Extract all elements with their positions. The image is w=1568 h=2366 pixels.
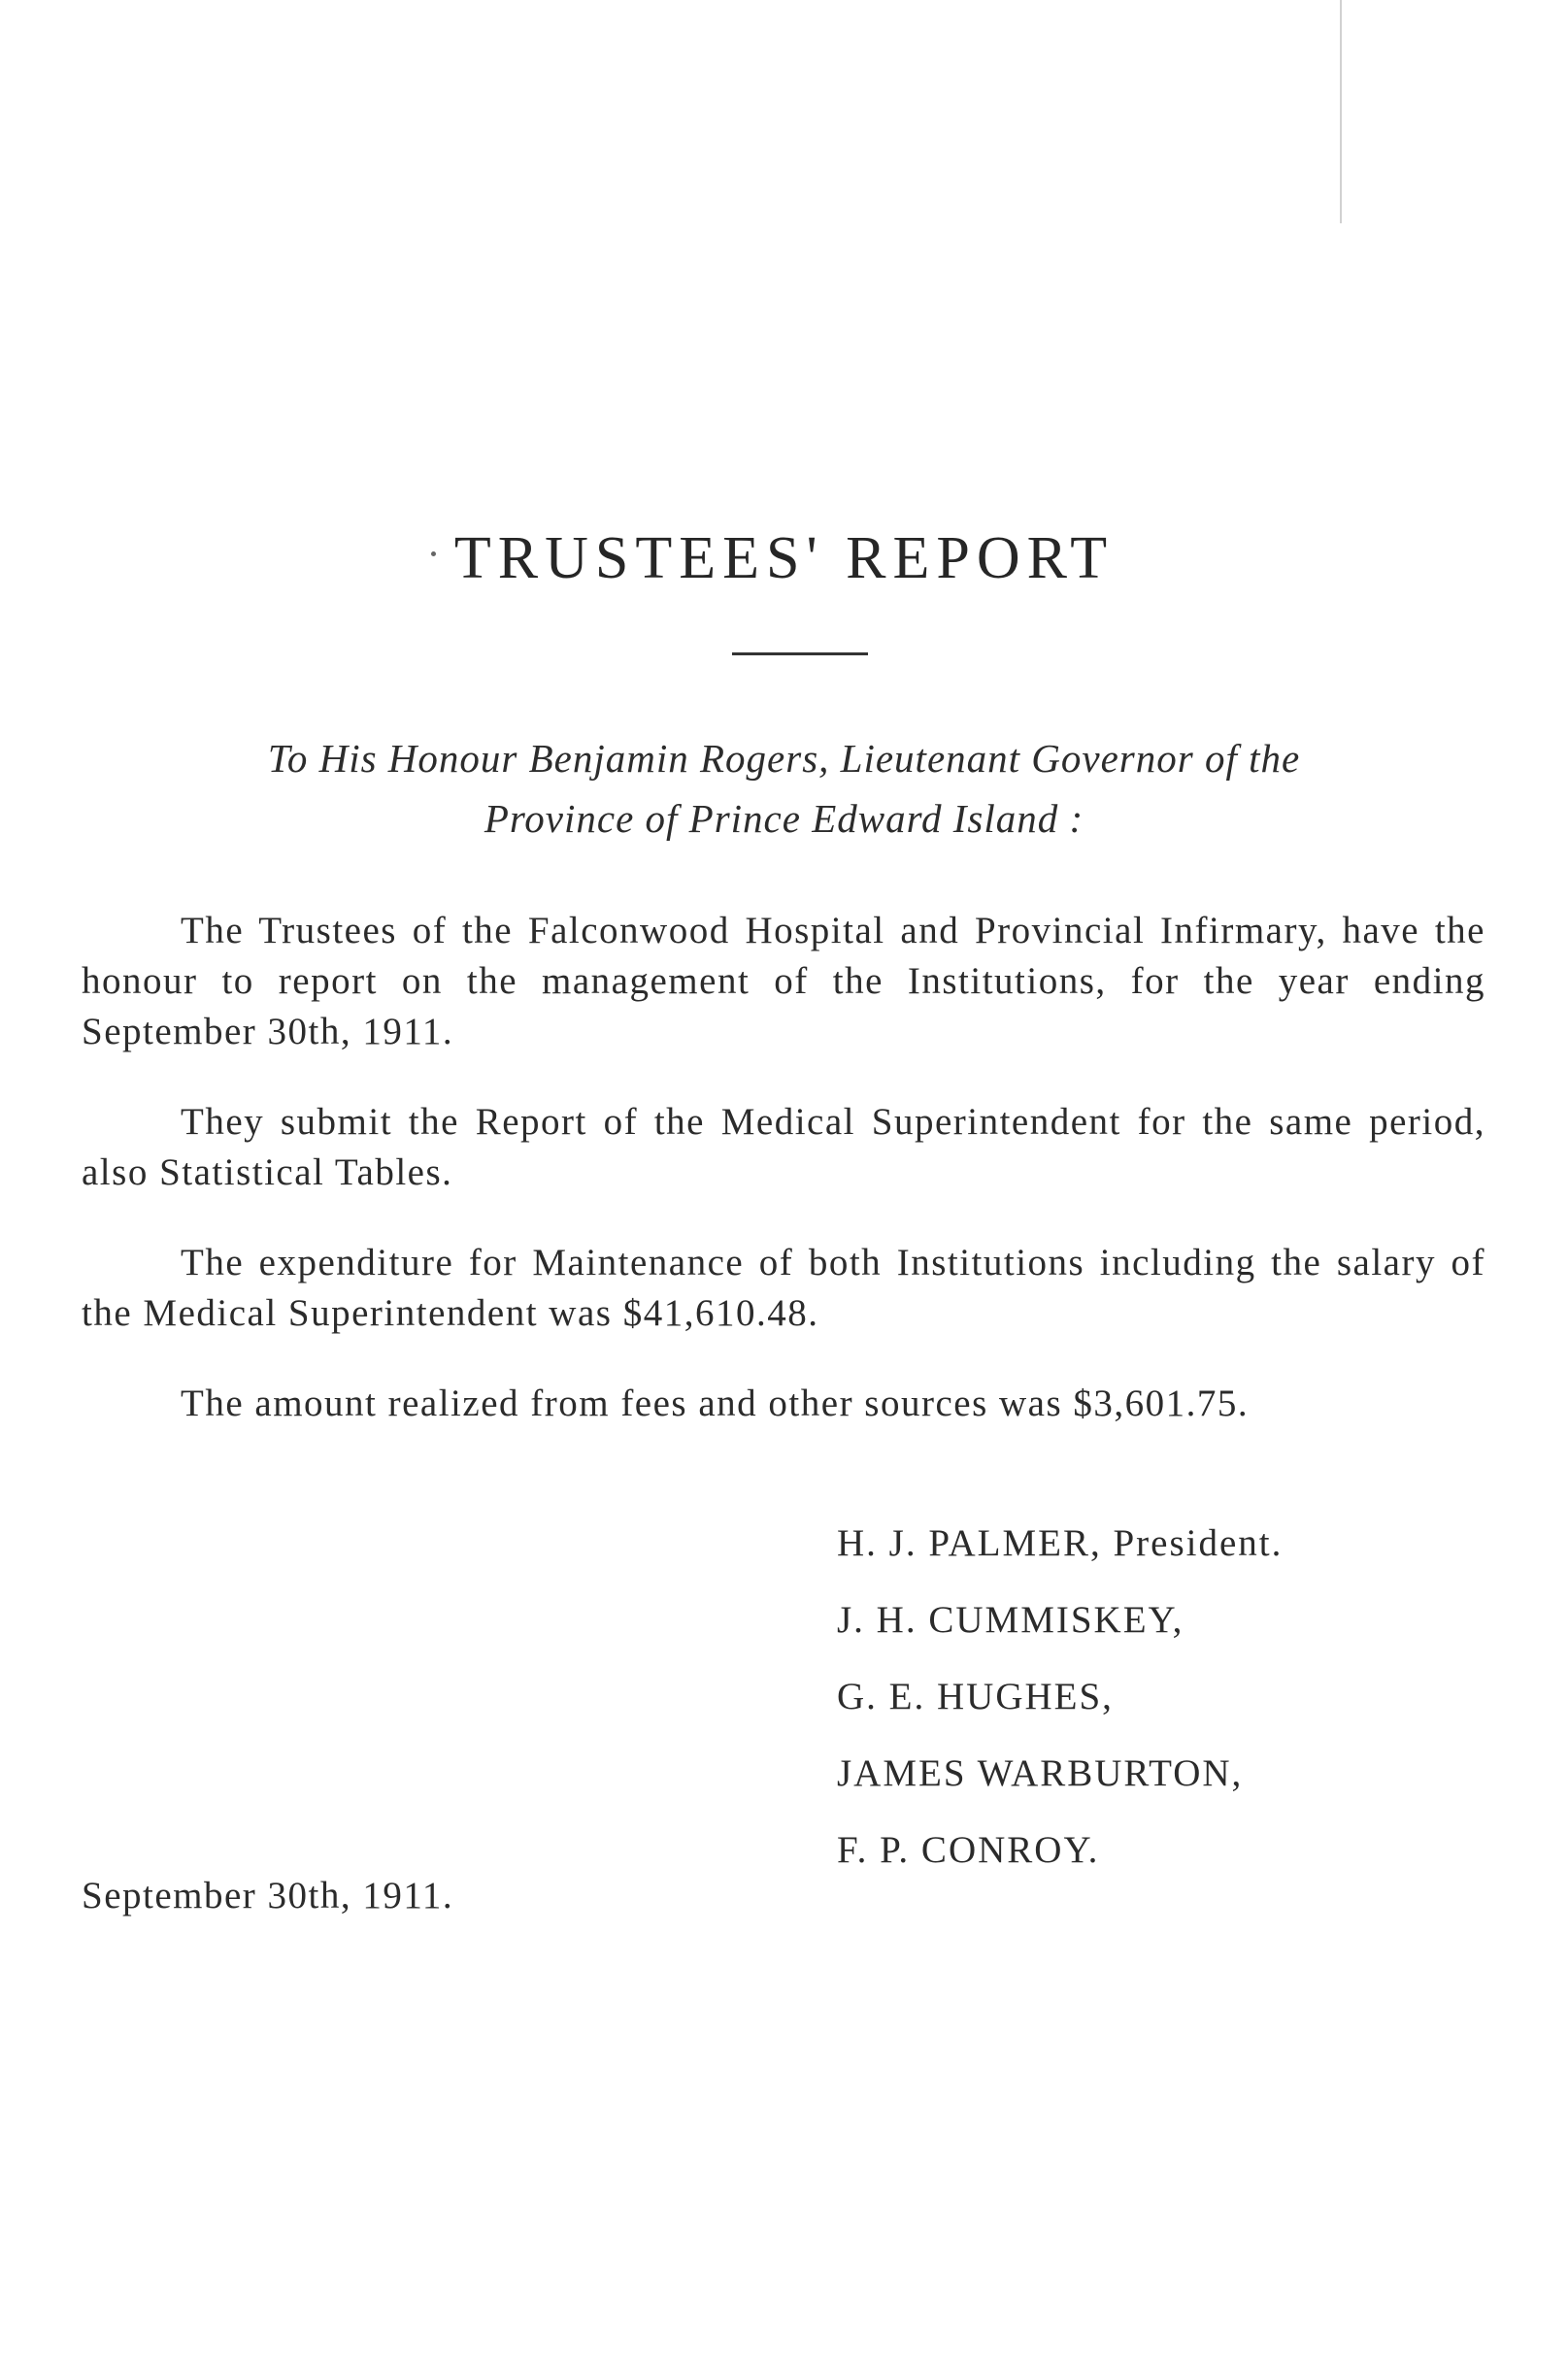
signatory: H. J. PALMER, President.: [837, 1522, 1284, 1564]
signatory: G. E. HUGHES,: [837, 1676, 1114, 1717]
address-block: [117, 728, 1451, 849]
paragraph-expenditure: The expenditure for Maintenance of both Institutions including the salary of the Medical Superintendent was $41,610.48.: [82, 1242, 1485, 1334]
title-divider: [732, 652, 868, 655]
paragraph-report-submission: They submit the Report of the Medical Superintendent for the same period, also Statistical Tables.: [82, 1101, 1485, 1193]
paragraph-trustees: The Trustees of the Falconwood Hospital and Provincial Infirmary, have the honour to report on the management of the Institutions, for the year ending September 30th, 1911.: [82, 910, 1485, 1052]
address-line: To His Honour Benjamin Rogers, Lieutenant Governor of the: [267, 736, 1301, 781]
signatory: J. H. CUMMISKEY,: [837, 1599, 1184, 1641]
signatory: JAMES WARBURTON,: [837, 1752, 1244, 1794]
address-line: Province of Prince Edward Island :: [484, 796, 1084, 841]
signatory: F. P. CONROY.: [837, 1829, 1100, 1871]
report-date: September 30th, 1911.: [82, 1875, 454, 1916]
paragraph-revenue: The amount realized from fees and other sources was $3,601.75.: [181, 1383, 1250, 1424]
report-title: TRUSTEES' REPORT: [453, 525, 1115, 591]
signatories-block: [837, 1505, 1458, 1888]
scan-artifact-line: [1340, 0, 1346, 223]
